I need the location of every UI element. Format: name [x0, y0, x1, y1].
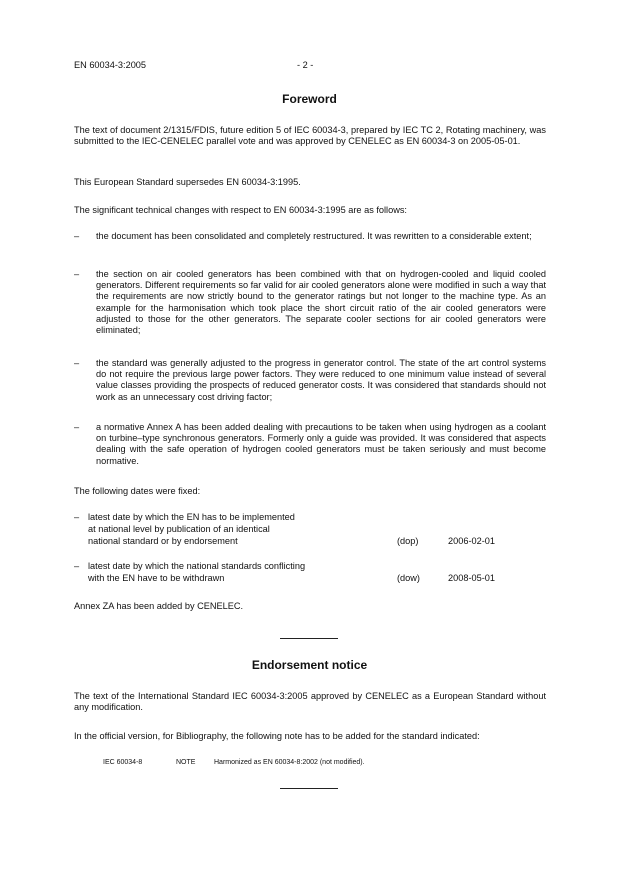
annex-note: Annex ZA has been added by CENELEC.: [74, 601, 244, 611]
list-bullet: –: [74, 561, 80, 571]
list-bullet: –: [74, 422, 80, 432]
section-divider: [280, 638, 338, 639]
change-item-3: the standard was generally adjusted to the progress in generator control. The state of the art control systems do not require the previous large power factors. They were reduced to one minimum value instead of several value classes providing the prospects of reduced generator costs. It was considered that standards should not work as an unnecessary cost driving factor;: [96, 358, 546, 402]
list-bullet: –: [74, 231, 80, 241]
note-label: NOTE: [176, 759, 196, 766]
foreword-heading: Foreword: [282, 92, 337, 106]
document-id: EN 60034-3:2005: [74, 60, 147, 70]
date-1-value: 2006-02-01: [448, 536, 495, 546]
change-item-2: the section on air cooled generators has been combined with that on hydrogen-cooled and liquid cooled generators. Different requirements so far valid for air cooled generators alone were modified in such a way that the requirements are now strictly bound to the generator ratings but not longer to the machine type. As an example for the harmonisation which took place the short circuit ratio of the air cooled generators were adjusted to those for the other generators. The separate cooler sections for air cooled generators were eliminated;: [96, 269, 546, 336]
date-1-line-2: at national level by publication of an identical: [88, 524, 270, 534]
endorsement-paragraph-2: In the official version, for Bibliography, the following note has to be added for the standard indicated:: [74, 731, 480, 741]
note-text: Harmonized as EN 60034-8:2002 (not modified).: [214, 759, 365, 766]
foreword-paragraph-1: The text of document 2/1315/FDIS, future edition 5 of IEC 60034-3, prepared by IEC TC 2, Rotating machinery, was submitted to the IEC-CENELEC parallel vote and was approved by CENELEC as EN 60034-3 on 2005-05-01.: [74, 125, 546, 147]
end-divider: [280, 788, 338, 789]
date-2-line-2: with the EN have to be withdrawn: [88, 573, 225, 583]
endorsement-paragraph-1: The text of the International Standard IEC 60034-3:2005 approved by CENELEC as a European Standard without any modification.: [74, 691, 546, 713]
date-1-line-1: latest date by which the EN has to be implemented: [88, 512, 295, 522]
list-bullet: –: [74, 512, 80, 522]
date-2-value: 2008-05-01: [448, 573, 495, 583]
page-number: - 2 -: [297, 60, 314, 70]
date-2-line-1: latest date by which the national standards conflicting: [88, 561, 306, 571]
change-item-4: a normative Annex A has been added dealing with precautions to be taken when using hydrogen as a coolant on turbine–type synchronous generators. Formerly only a guide was provided. It was considered that aspects dealing with the safe operation of hydrogen cooled generators must be taken seriously and must become normative.: [96, 422, 546, 466]
date-1-code: (dop): [397, 536, 419, 546]
foreword-paragraph-2: This European Standard supersedes EN 60034-3:1995.: [74, 177, 301, 187]
dates-intro: The following dates were fixed:: [74, 486, 201, 496]
date-2-code: (dow): [397, 573, 420, 583]
endorsement-heading: Endorsement notice: [251, 658, 368, 672]
list-bullet: –: [74, 269, 80, 279]
list-bullet: –: [74, 358, 80, 368]
date-1-line-3: national standard or by endorsement: [88, 536, 238, 546]
note-standard: IEC 60034-8: [103, 759, 143, 766]
foreword-paragraph-3: The significant technical changes with respect to EN 60034-3:1995 are as follows:: [74, 205, 407, 215]
change-item-1: the document has been consolidated and completely restructured. It was rewritten to a considerable extent;: [96, 231, 532, 241]
